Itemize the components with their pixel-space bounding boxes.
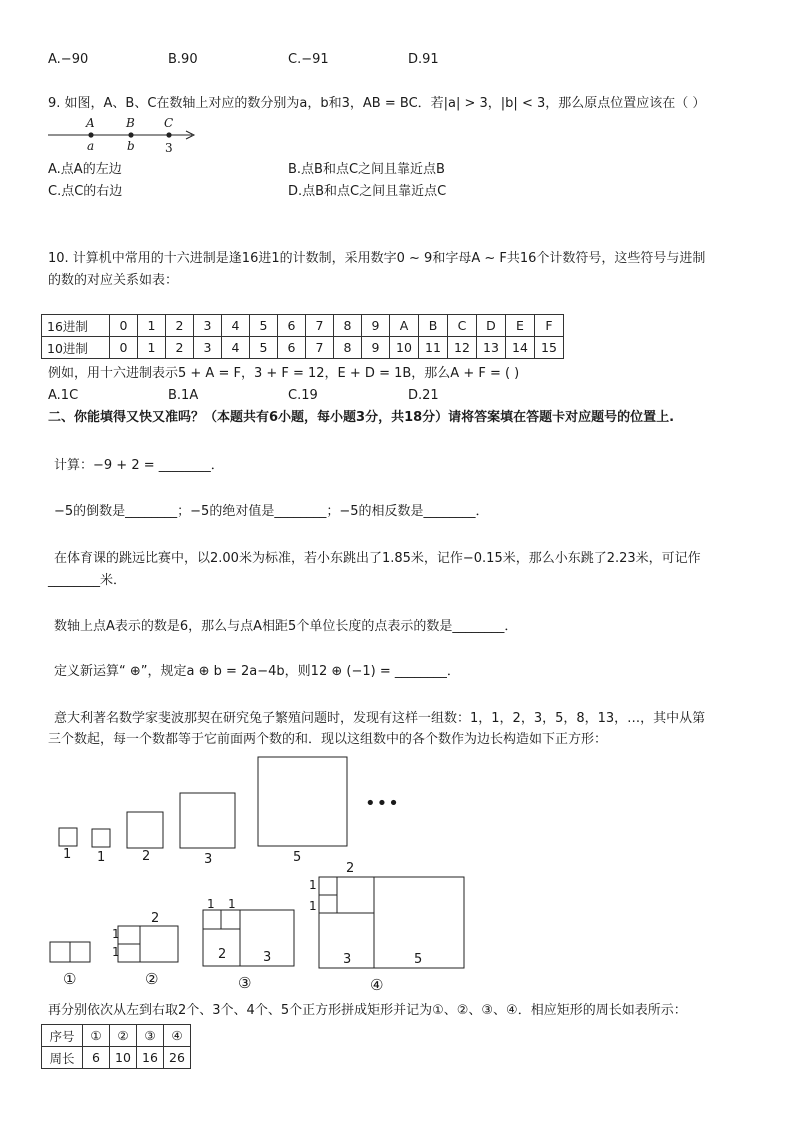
value-a-label: a	[87, 139, 95, 153]
perimeter-cell: 26	[164, 1047, 191, 1069]
hex-cell: E	[506, 315, 535, 337]
fill-q3-line1: 在体育课的跳远比赛中，以2.00米为标准，若小东跳出了1.85米，记作−0.15米，那么小东跳了2.23米，可记作	[54, 551, 701, 566]
rect3-label: 3	[263, 950, 272, 965]
rect4-label: 2	[346, 861, 355, 876]
dec-cell: 11	[419, 337, 448, 359]
hex-table	[41, 314, 564, 359]
dec-cell: 3	[194, 337, 222, 359]
perimeter-cell: 16	[137, 1047, 164, 1069]
rect-4	[319, 877, 464, 968]
value-c-label: 3	[165, 141, 173, 155]
q9-option-a: A.点A的左边	[48, 162, 122, 177]
hex-cell: 1	[138, 315, 166, 337]
point-a-dot	[88, 132, 93, 137]
point-c-dot	[166, 132, 171, 137]
rect-name: ③	[238, 974, 252, 992]
hex-cell: C	[448, 315, 477, 337]
rect4-label: 3	[343, 952, 352, 967]
q10-stem-line1: 10. 计算机中常用的十六进制是逢16进1的计数制，采用数字0 ~ 9和字母A ~ F共16个计数符号，这些符号与进制	[48, 251, 706, 266]
dec-cell: 4	[222, 337, 250, 359]
table-row	[42, 1025, 191, 1047]
dec-cell: 0	[110, 337, 138, 359]
hex-cell: 3	[194, 315, 222, 337]
square-label: 3	[204, 852, 213, 867]
fill-q4: 数轴上点A表示的数是6，那么与点A相距5个单位长度的点表示的数是________．	[54, 619, 518, 634]
perimeter-text: 再分别依次从左到右取2个、3个、4个、5个正方形拼成矩形并记为①、②、③、④．相应矩形的周长如表所示：	[48, 1003, 687, 1018]
q8-option-c: C.−91	[288, 52, 329, 67]
dec-cell: 9	[362, 337, 390, 359]
square-label: 1	[63, 847, 72, 862]
point-b-label: B	[126, 116, 135, 130]
fill-q5: 定义新运算“ ⊕”，规定a ⊕ b = 2a−4b，则12 ⊕ (−1) = ________．	[54, 664, 460, 679]
hex-row	[42, 315, 564, 337]
fill-q2: −5的倒数是________；−5的绝对值是________；−5的相反数是________．	[54, 504, 489, 519]
ellipsis-icon: •••	[365, 793, 400, 814]
hex-cell: 2	[166, 315, 194, 337]
q10-stem-line2: 的数的对应关系如表：	[48, 273, 179, 288]
fill-q1: 计算：−9 + 2 = ________．	[54, 458, 224, 473]
square-3	[180, 793, 235, 848]
perimeter-cell: 6	[83, 1047, 110, 1069]
rect2-label: 1	[112, 945, 120, 959]
q10-option-b: B.1A	[168, 388, 199, 403]
square-label: 2	[142, 849, 151, 864]
rect-name: ②	[145, 970, 159, 988]
square-label: 5	[293, 850, 302, 865]
perimeter-cell: ④	[164, 1025, 191, 1047]
dec-cell: 5	[250, 337, 278, 359]
perimeter-table	[41, 1024, 191, 1069]
q9-option-c: C.点C的右边	[48, 184, 123, 199]
dec-row	[42, 337, 564, 359]
point-c-label: C	[164, 116, 174, 130]
square-1a	[59, 828, 77, 846]
hex-cell: 0	[110, 315, 138, 337]
perimeter-cell: ①	[83, 1025, 110, 1047]
hex-cell: D	[477, 315, 506, 337]
rect-3	[203, 910, 294, 966]
q8-option-d: D.91	[408, 52, 439, 67]
hex-cell: 9	[362, 315, 390, 337]
q10-option-c: C.19	[288, 388, 318, 403]
fill-q3-line2: ________米．	[48, 573, 127, 588]
rect-1	[50, 942, 90, 962]
q10-example: 例如，用十六进制表示5 + A = F，3 + F = 12，E + D = 1B，那么A + F = ( )	[48, 366, 520, 381]
dec-cell: 14	[506, 337, 535, 359]
section2-title: 二、你能填得又快又准吗？（本题共有6小题，每小题3分，共18分）请将答案填在答题卡对应题号的位置上.	[48, 410, 675, 425]
square-2	[127, 812, 163, 848]
dec-cell: 8	[334, 337, 362, 359]
rect3-label: 1	[228, 897, 236, 911]
rect4-label: 5	[414, 952, 423, 967]
hex-cell: 8	[334, 315, 362, 337]
q9-option-b: B.点B和点C之间且靠近点B	[288, 162, 445, 177]
q9-option-d: D.点B和点C之间且靠近点C	[288, 184, 447, 199]
perimeter-cell: ③	[137, 1025, 164, 1047]
hex-cell: 4	[222, 315, 250, 337]
fill-q6-line2: 三个数起，每一个数都等于它前面两个数的和．现以这组数中的各个数作为边长构造如下正方形：	[48, 732, 608, 747]
q10-option-d: D.21	[408, 388, 439, 403]
q10-option-a: A.1C	[48, 388, 79, 403]
value-b-label: b	[127, 139, 135, 153]
rect-name: ④	[370, 976, 384, 994]
point-b-dot	[128, 132, 133, 137]
perimeter-cell: ②	[110, 1025, 137, 1047]
fill-q6-line1: 意大利著名数学家斐波那契在研究兔子繁殖问题时，发现有这样一组数：1，1，2，3，5，8，13，…，其中从第	[54, 711, 706, 726]
q8-option-b: B.90	[168, 52, 198, 67]
q8-option-a: A.−90	[48, 52, 89, 67]
hex-cell: B	[419, 315, 448, 337]
rect2-label: 1	[112, 927, 120, 941]
point-a-label: A	[86, 116, 95, 130]
rect2-label: 2	[151, 911, 160, 926]
dec-row-header: 10进制	[42, 337, 110, 359]
dec-cell: 15	[535, 337, 564, 359]
hex-row-header: 16进制	[42, 315, 110, 337]
square-label: 1	[97, 850, 106, 865]
square-5	[258, 757, 347, 846]
hex-cell: A	[390, 315, 419, 337]
hex-cell: 5	[250, 315, 278, 337]
rect3-label: 2	[218, 947, 227, 962]
hex-cell: 6	[278, 315, 306, 337]
dec-cell: 7	[306, 337, 334, 359]
dec-cell: 13	[477, 337, 506, 359]
dec-cell: 6	[278, 337, 306, 359]
perimeter-row-header: 序号	[42, 1025, 83, 1047]
rect-name: ①	[63, 970, 77, 988]
hex-cell: F	[535, 315, 564, 337]
perimeter-row-header: 周长	[42, 1047, 83, 1069]
dec-cell: 12	[448, 337, 477, 359]
rect4-label: 1	[309, 878, 317, 892]
rect4-label: 1	[309, 899, 317, 913]
table-row	[42, 1047, 191, 1069]
rect3-label: 1	[207, 897, 215, 911]
hex-cell: 7	[306, 315, 334, 337]
dec-cell: 1	[138, 337, 166, 359]
rect-2	[118, 926, 178, 962]
q9-stem: 9. 如图，A、B、C在数轴上对应的数分别为a，b和3，AB = BC．若|a| > 3，|b| < 3，那么原点位置应该在（ ）	[48, 96, 706, 111]
dec-cell: 2	[166, 337, 194, 359]
perimeter-cell: 10	[110, 1047, 137, 1069]
square-1b	[92, 829, 110, 847]
dec-cell: 10	[390, 337, 419, 359]
